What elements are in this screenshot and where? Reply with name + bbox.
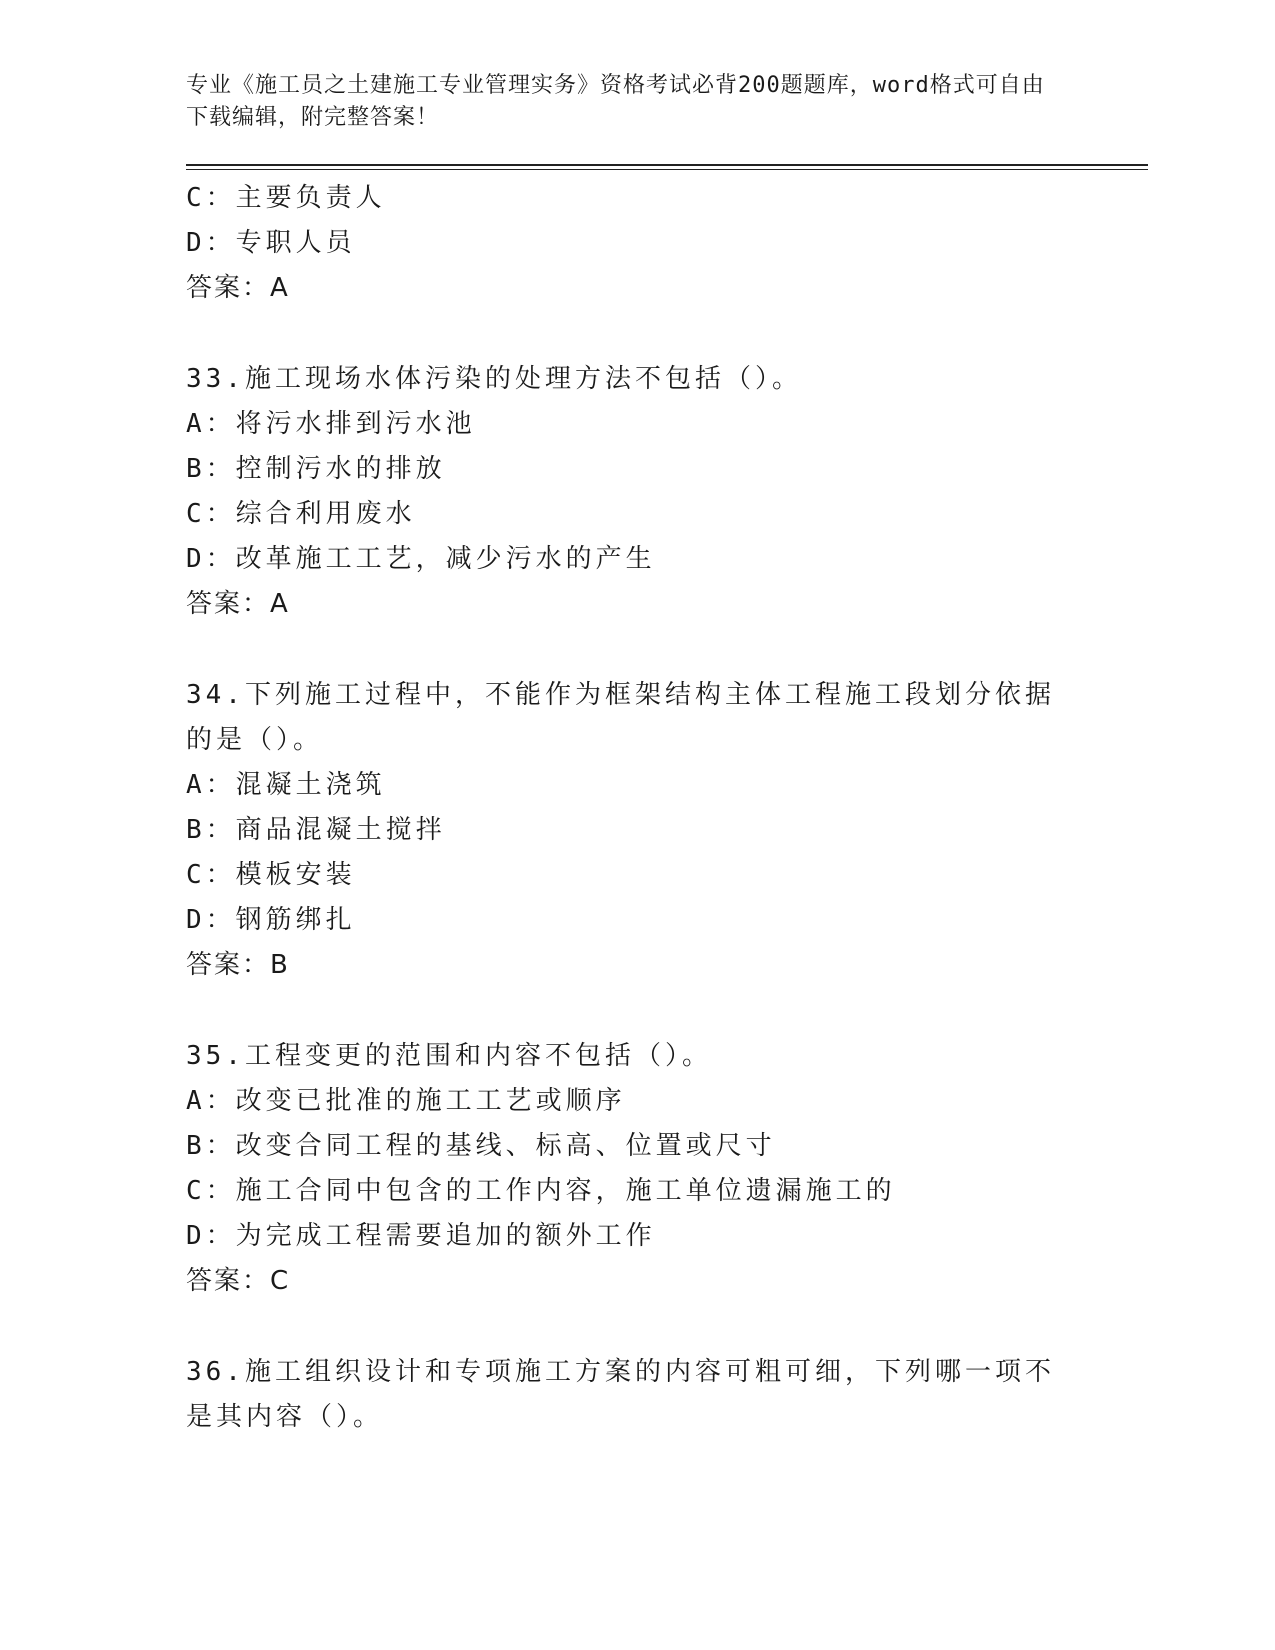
option-c: C：施工合同中包含的工作内容，施工单位遗漏施工的 — [186, 1176, 896, 1206]
answer: 答案：C — [186, 1266, 291, 1296]
question-35 — [186, 1034, 1146, 1304]
answer: 答案：B — [186, 950, 290, 980]
question-stem: 36.施工组织设计和专项施工方案的内容可粗可细，下列哪一项不是其内容（）。 — [186, 1357, 1055, 1432]
option-d: D：改革施工工艺，减少污水的产生 — [186, 544, 656, 574]
question-stem: 33.施工现场水体污染的处理方法不包括（）。 — [186, 364, 802, 394]
option-a: A：改变已批准的施工工艺或顺序 — [186, 1086, 626, 1116]
option-a: A：混凝土浇筑 — [186, 770, 386, 800]
option-c: C：模板安装 — [186, 860, 356, 890]
option-d: D：为完成工程需要追加的额外工作 — [186, 1221, 656, 1251]
question-stem: 34.下列施工过程中，不能作为框架结构主体工程施工段划分依据的是（）。 — [186, 680, 1055, 755]
header-divider — [186, 164, 1148, 170]
question-partial — [186, 176, 1146, 311]
option-a: A：将污水排到污水池 — [186, 409, 476, 439]
option-b: B：改变合同工程的基线、标高、位置或尺寸 — [186, 1131, 776, 1161]
question-33 — [186, 357, 1146, 627]
option-d: D：钢筋绑扎 — [186, 905, 356, 935]
question-stem: 35.工程变更的范围和内容不包括（）。 — [186, 1041, 712, 1071]
option-b: B：控制污水的排放 — [186, 454, 446, 484]
option-c: C：综合利用废水 — [186, 499, 416, 529]
question-36 — [186, 1350, 1146, 1440]
option-c: C：主要负责人 — [186, 183, 386, 213]
document-header: 专业《施工员之土建施工专业管理实务》资格考试必背200题题库，word格式可自由下载编辑，附完整答案！ — [186, 73, 1045, 130]
option-d: D：专职人员 — [186, 228, 356, 258]
question-34 — [186, 673, 1146, 988]
document-page — [186, 70, 1146, 1440]
answer: 答案：A — [186, 273, 290, 303]
question-list — [186, 176, 1146, 1440]
option-b: B：商品混凝土搅拌 — [186, 815, 446, 845]
answer: 答案：A — [186, 589, 290, 619]
